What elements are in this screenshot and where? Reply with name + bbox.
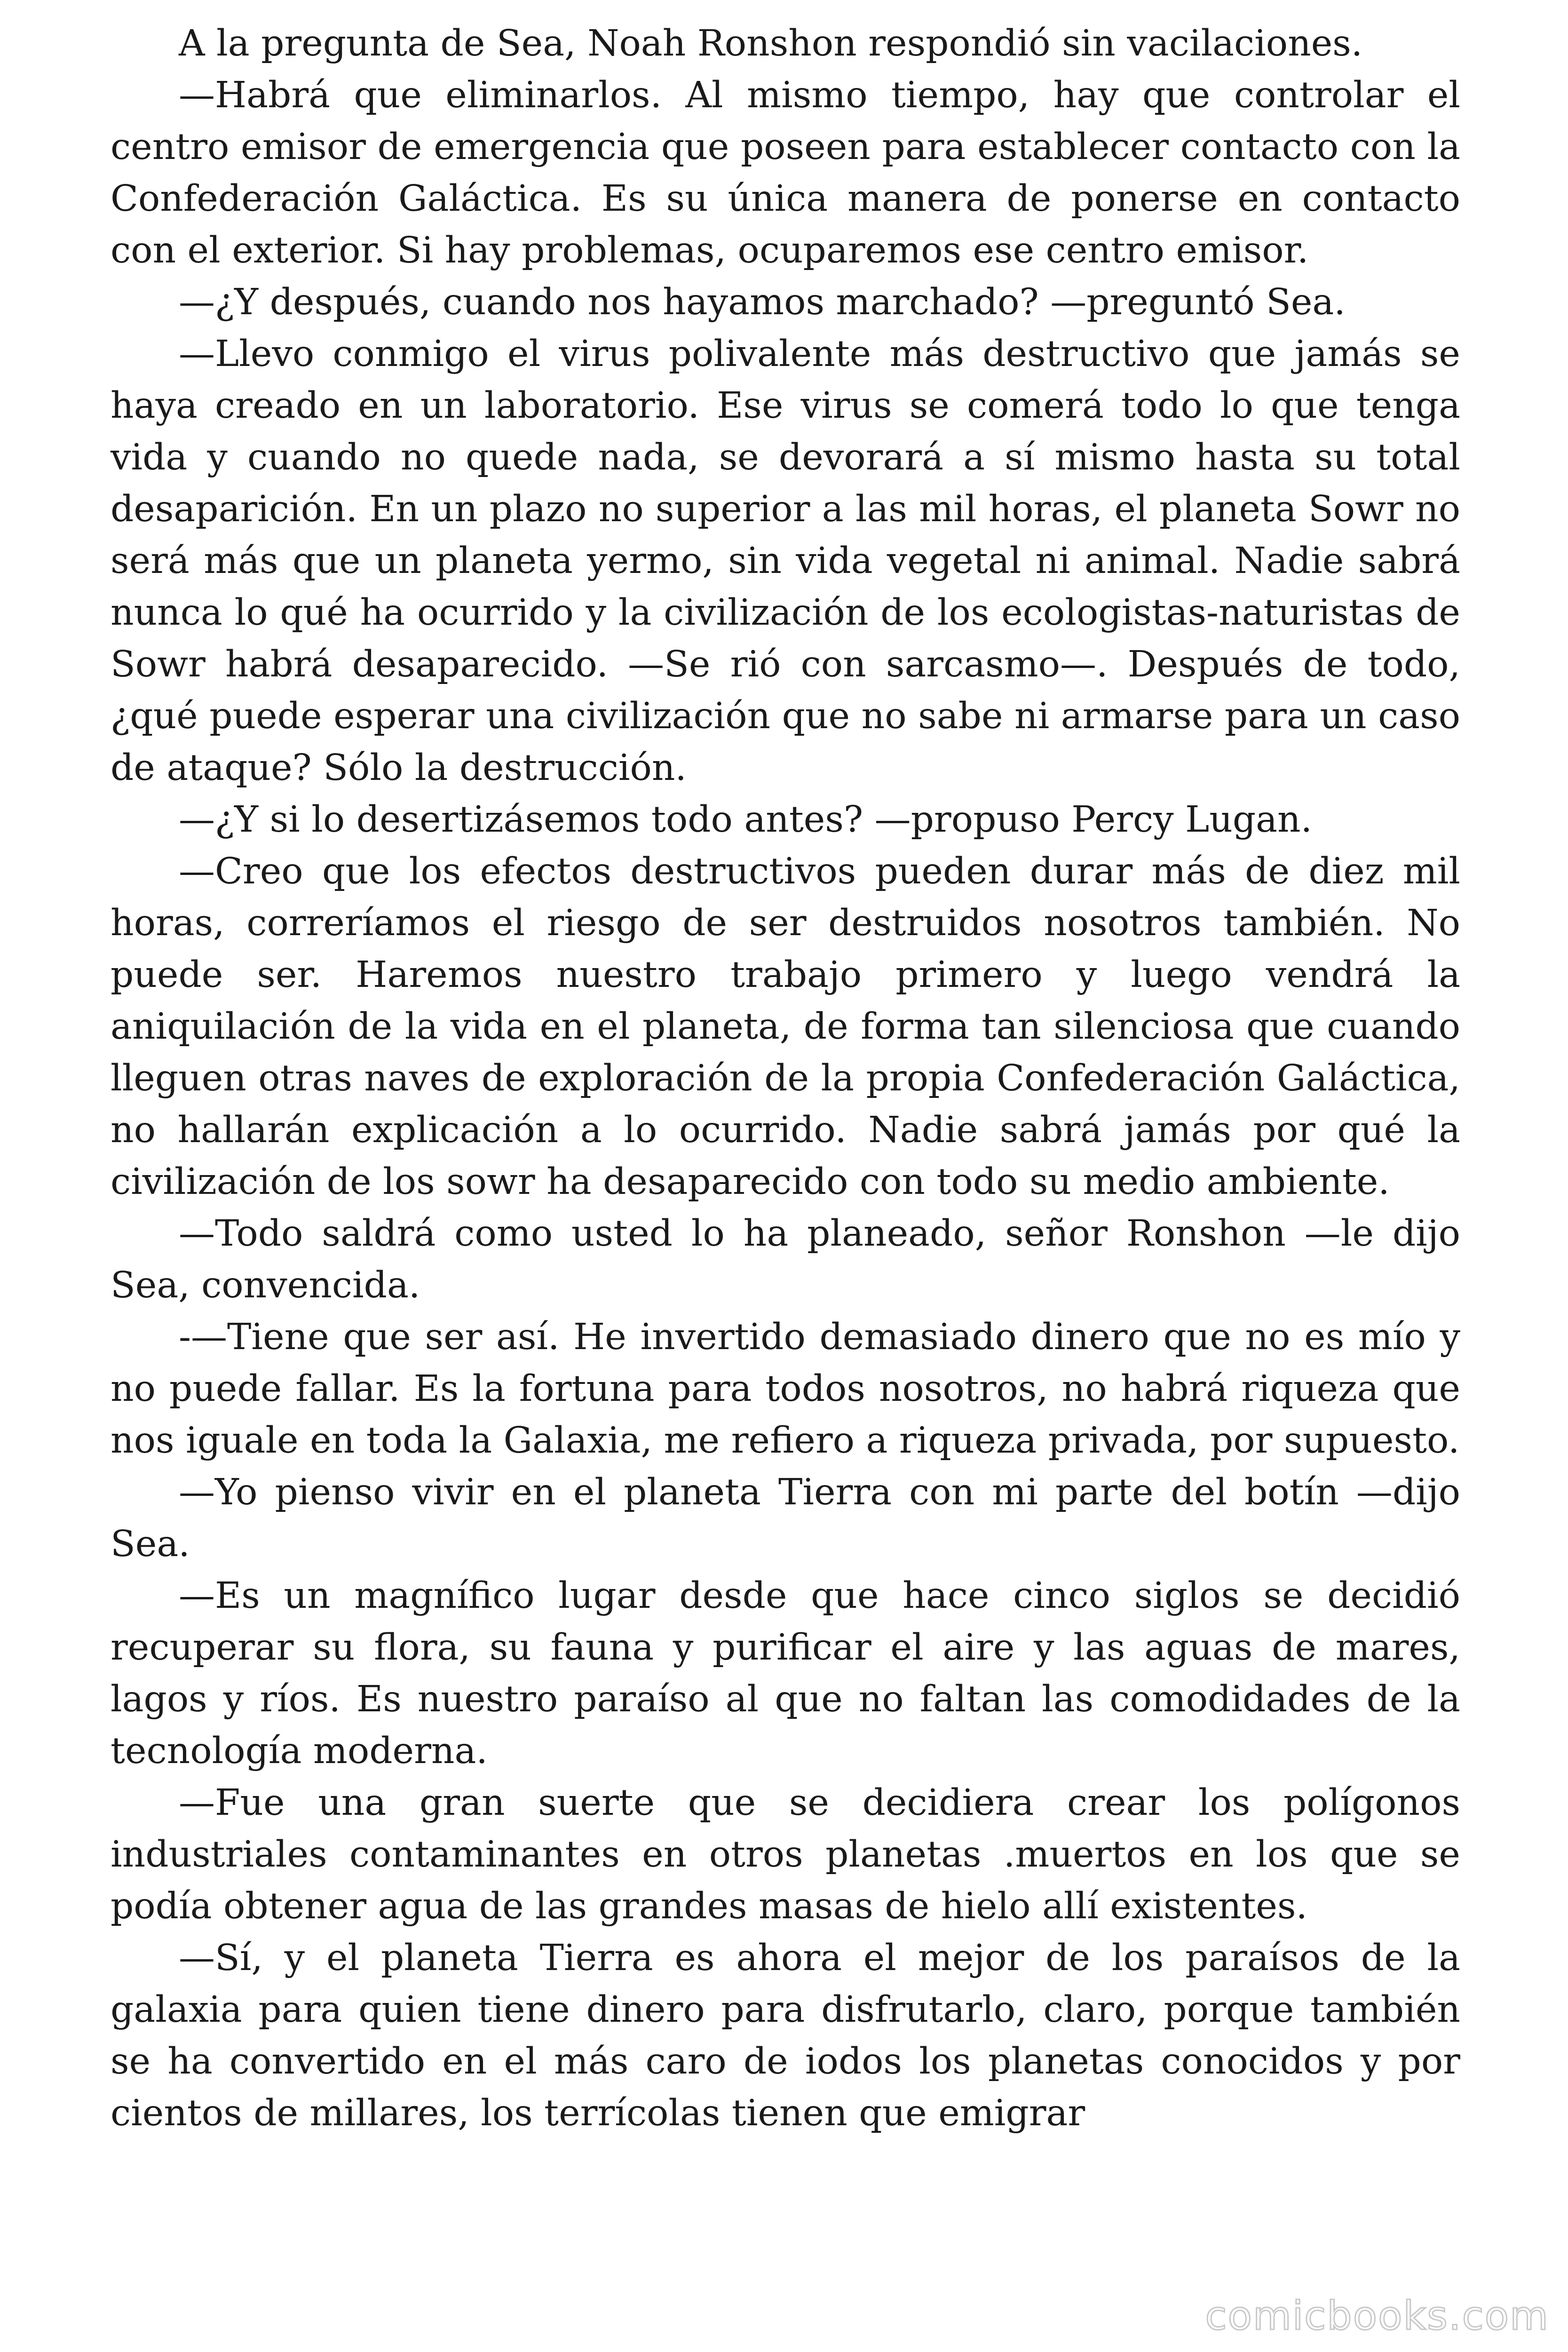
paragraph: —¿Y si lo desertizásemos todo antes? —propuso Percy Lugan. — [179, 799, 1313, 841]
page-body — [111, 18, 1460, 2139]
paragraph: —Todo saldrá como usted lo ha planeado, señor Ronshon —le dijo Sea, convencida. — [111, 1213, 1460, 1306]
paragraph: —Creo que los efectos destructivos pueden durar más de diez mil horas, correríamos el riesgo de ser destruidos nosotros también. No puede ser. Haremos nuestro trabajo primero y luego vendrá la aniquilación de la vida en el planeta, de forma tan silenciosa que cuando lleguen otras naves de exploración de la propia Confederación Galáctica, no hallarán explicación a lo ocurrido. Nadie sabrá jamás por qué la civilización de los sowr ha desaparecido con todo su medio ambiente. — [111, 850, 1460, 1203]
paragraph: —Yo pienso vivir en el planeta Tierra con mi parte del botín —dijo Sea. — [111, 1471, 1460, 1565]
watermark: comicbooks.com — [1205, 2293, 1549, 2339]
paragraph: —Es un magnífico lugar desde que hace cinco siglos se decidió recuperar su flora, su fauna y purificar el aire y las aguas de mares, lagos y ríos. Es nuestro paraíso al que no faltan las comodidades de la tecnología moderna. — [111, 1575, 1460, 1772]
paragraph: -—Tiene que ser así. He invertido demasiado dinero que no es mío y no puede fallar. Es la fortuna para todos nosotros, no habrá riqueza que nos iguale en toda la Galaxia, me refiero a riqueza privada, por supuesto. — [111, 1316, 1460, 1462]
paragraph: A la pregunta de Sea, Noah Ronshon respondió sin vacilaciones. — [179, 23, 1363, 64]
paragraph: —¿Y después, cuando nos hayamos marchado? —preguntó Sea. — [179, 281, 1346, 323]
paragraph: —Habrá que eliminarlos. Al mismo tiempo, hay que controlar el centro emisor de emergencia que poseen para establecer contacto con la Confederación Galáctica. Es su única manera de ponerse en contacto con el exterior. Si hay problemas, ocuparemos ese centro emisor. — [111, 74, 1460, 271]
paragraph: —Fue una gran suerte que se decidiera crear los polígonos industriales contaminantes en otros planetas .muertos en los que se podía obtener agua de las grandes masas de hielo allí existentes. — [111, 1782, 1460, 1927]
paragraph: —Llevo conmigo el virus polivalente más destructivo que jamás se haya creado en un laboratorio. Ese virus se comerá todo lo que tenga vida y cuando no quede nada, se devorará a sí mismo hasta su total desaparición. En un plazo no superior a las mil horas, el planeta Sowr no será más que un planeta yermo, sin vida vegetal ni animal. Nadie sabrá nunca lo qué ha ocurrido y la civilización de los ecologistas-naturistas de Sowr habrá desaparecido. —Se rió con sarcasmo—. Después de todo, ¿qué puede esperar una civilización que no sabe ni armarse para un caso de ataque? Sólo la destrucción. — [111, 333, 1460, 789]
paragraph: —Sí, y el planeta Tierra es ahora el mejor de los paraísos de la galaxia para quien tiene dinero para disfrutarlo, claro, porque también se ha convertido en el más caro de iodos los planetas conocidos y por cientos de millares, los terrícolas tienen que emigrar — [111, 1937, 1460, 2134]
